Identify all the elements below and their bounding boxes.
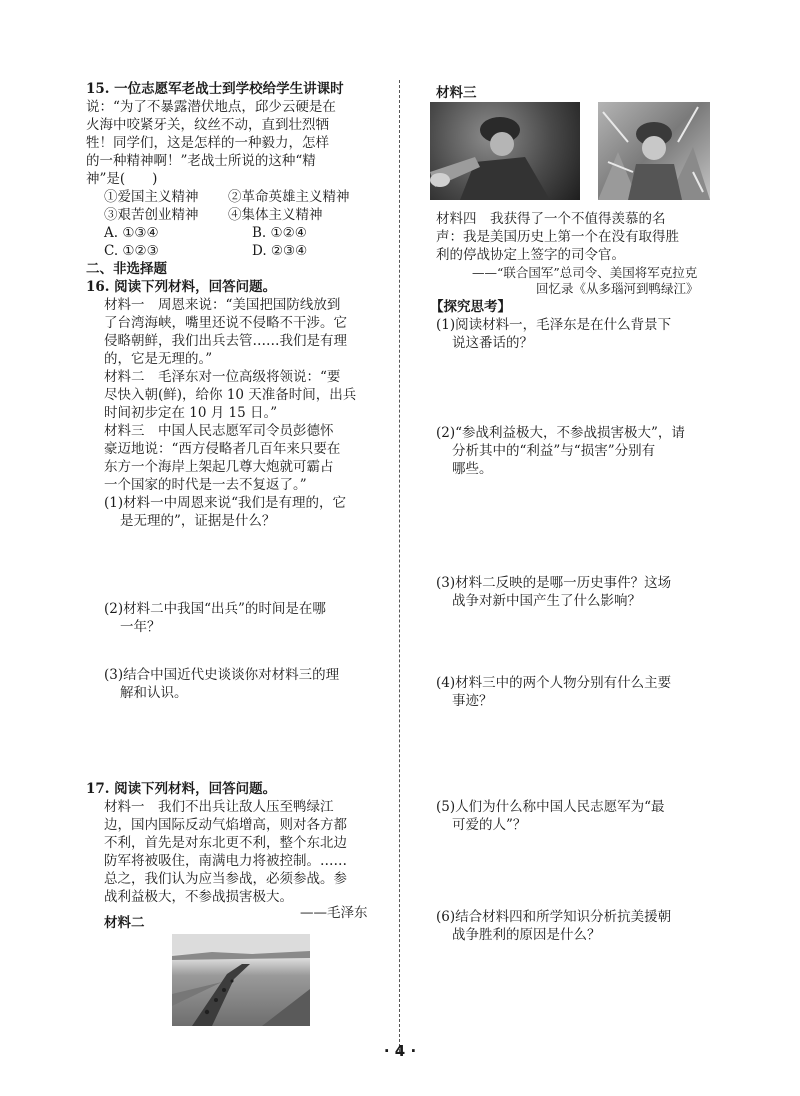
q17-attribution: ——毛泽东: [300, 905, 368, 921]
q17-material-line: 防军将被吸住，南满电力将被控制。……: [104, 853, 347, 869]
q16-sub1: (1)材料一中周恩来说“我们是有理的，它: [104, 495, 347, 511]
q16-sub3: 解和认识。: [120, 685, 188, 701]
q17-material2-label: 材料二: [104, 915, 145, 931]
material4-line: 声：我是美国历史上第一个在没有取得胜: [436, 229, 679, 245]
page-number: · 4 ·: [383, 1042, 417, 1060]
material4-line: 材料四 我获得了一个不值得羡慕的名: [436, 211, 666, 227]
r-sub6: 战争胜利的原因是什么？: [452, 927, 601, 943]
q16-sub1: 是无理的”，证据是什么？: [120, 513, 276, 529]
material4-source: 回忆录《从多瑙河到鸭绿江》: [536, 281, 699, 296]
q15-choice[interactable]: B. ①②④: [252, 225, 307, 241]
r-sub3: (3)材料二反映的是哪一历史事件？这场: [436, 575, 672, 591]
q16-material-line: 一个国家的时代是一去不复返了。”: [104, 477, 307, 493]
q17-material-line: 不利，首先是对东北更不利，整个东北边: [104, 835, 347, 851]
q15-option: ④集体主义精神: [228, 207, 323, 223]
q15-option: ①爱国主义精神: [104, 189, 199, 205]
material3-photo-left: [430, 102, 580, 200]
r-sub2: (2)“参战利益极大，不参战损害极大”，请: [436, 425, 685, 441]
q17-intro: 17. 阅读下列材料，回答问题。: [86, 781, 277, 797]
q17-material-line: 材料一 我们不出兵让敌人压至鸭绿江: [104, 799, 334, 815]
q15-choice[interactable]: A. ①③④: [104, 225, 159, 241]
q16-material-line: 材料三 中国人民志愿军司令员彭德怀: [104, 423, 334, 439]
r-sub4: 事迹？: [452, 693, 493, 709]
q16-sub3: (3)结合中国近代史谈谈你对材料三的理: [104, 667, 340, 683]
column-divider: [399, 80, 400, 1052]
q16-material-line: 了台湾海峡，嘴里还说不侵略不干涉。它: [104, 315, 347, 331]
material4-source: ——“联合国军”总司令、美国将军克拉克: [472, 265, 698, 280]
q16-material-line: 豪迈地说：“西方侵略者几百年来只要在: [104, 441, 341, 457]
r-sub6: (6)结合材料四和所学知识分析抗美援朝: [436, 909, 672, 925]
q15-choice[interactable]: C. ①②③: [104, 243, 159, 259]
r-sub5: (5)人们为什么称中国人民志愿军为“最: [436, 799, 665, 815]
q15-option: ②革命英雄主义精神: [228, 189, 350, 205]
q15-line: 牲！同学们，这是怎样的一种毅力，怎样: [86, 135, 329, 151]
q16-material-line: 东方一个海岸上架起几尊大炮就可霸占: [104, 459, 334, 475]
q15-option: ③艰苦创业精神: [104, 207, 199, 223]
q16-material-line: 的，它是无理的。”: [104, 351, 213, 367]
r-sub4: (4)材料三中的两个人物分别有什么主要: [436, 675, 672, 691]
q17-material-line: 战利益极大，不参战损害极大。: [104, 889, 293, 905]
r-sub2: 分析其中的“利益”与“损害”分别有: [452, 443, 656, 459]
material3-photo-right: [598, 102, 710, 200]
q16-material-line: 材料二 毛泽东对一位高级将领说：“要: [104, 369, 341, 385]
q15-line: 说：“为了不暴露潜伏地点，邱少云硬是在: [86, 99, 336, 115]
r-sub1: (1)阅读材料一，毛泽东是在什么背景下: [436, 317, 672, 333]
q16-intro: 16. 阅读下列材料，回答问题。: [86, 279, 277, 295]
q16-material-line: 侵略朝鲜，我们出兵去管……我们是有理: [104, 333, 347, 349]
r-sub2: 哪些。: [452, 461, 493, 477]
r-sub1: 说这番话的？: [452, 335, 533, 351]
material3-label: 材料三: [436, 85, 477, 101]
q16-material-line: 时间初步定在 10 月 15 日。”: [104, 405, 278, 421]
q15-line: 15. 一位志愿军老战士到学校给学生讲课时: [86, 81, 344, 97]
material4-line: 利的停战协定上签字的司令官。: [436, 247, 625, 263]
q16-material-line: 尽快入朝(鲜)，给你 10 天准备时间，出兵: [104, 387, 357, 403]
r-sub5: 可爱的人”？: [452, 817, 527, 833]
q15-choice[interactable]: D. ②③④: [252, 243, 308, 259]
q15-line: 的一种精神啊！”老战士所说的这种“精: [86, 153, 316, 169]
q15-line: 火海中咬紧牙关，纹丝不动，直到壮烈牺: [86, 117, 329, 133]
q16-sub2: (2)材料二中我国“出兵”的时间是在哪: [104, 601, 326, 617]
q16-sub2: 一年？: [120, 619, 161, 635]
q17-material-line: 总之，我们认为应当参战，必须参战。参: [104, 871, 347, 887]
r-sub3: 战争对新中国产生了什么影响？: [452, 593, 641, 609]
explore-label: 【探究思考】: [430, 299, 511, 315]
section-title: 二、非选择题: [86, 261, 167, 277]
q15-line: 神”是( ): [86, 171, 158, 187]
q16-material-line: 材料一 周恩来说：“美国把国防线放到: [104, 297, 341, 313]
q17-material-line: 边，国内国际反动气焰增高，则对各方都: [104, 817, 347, 833]
material2-photo: [172, 934, 310, 1026]
